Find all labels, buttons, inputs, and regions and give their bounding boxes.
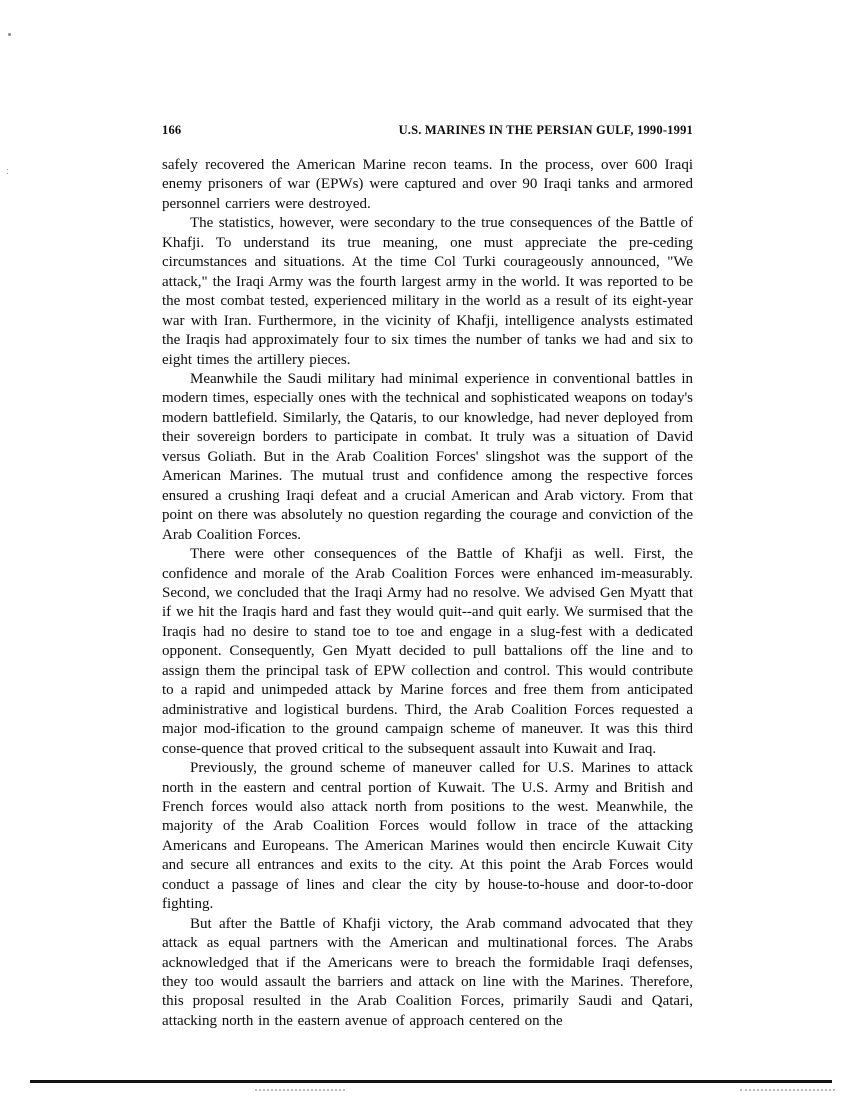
paragraph: Meanwhile the Saudi military had minimal experience in conventional battles in modern times, especially ones with the technical and sophisticated weapons on today's modern battlefield. Similarly, the Qataris, to our knowledge, had never deployed from their sovereign borders to participate in combat. It truly was a situation of David versus Goliath. But in the Arab Coalition Forces' slingshot was the support of the American Marines. The mutual trust and confidence among the respective forces ensured a crushing Iraqi defeat and a crucial American and Arab victory. From that point on there was absolutely no question regarding the courage and conviction of the Arab Coalition Forces. — [162, 370, 693, 543]
scan-artifact-mark — [6, 166, 9, 176]
page-number: 166 — [162, 123, 182, 137]
scan-artifact-dashes-right — [740, 1089, 835, 1091]
paragraph: The statistics, however, were secondary to the true consequences of the Battle of Khafji. To understand its true meaning, one must appreciate the pre-ceding circumstances and situations. At the time Col Turki courageously announced, "We attack," the Iraqi Army was the fourth largest army in the world. It was reported to be the most combat tested, experienced military in the world as a result of its eight-year war with Iran. Furthermore, in the vicinity of Khafji, intelligence analysts estimated the Iraqis had approximately four to six times the number of tanks we had and six to eight times the artillery pieces. — [162, 215, 693, 368]
page-body — [162, 156, 693, 1031]
paragraph: But after the Battle of Khafji victory, the Arab command advocated that they attack as equal partners with the American and multinational forces. The Arabs acknowledged that if the Americans were to breach the formidable Iraqi defenses, they too would assault the barriers and attack on line with the Marines. Therefore, this proposal resulted in the Arab Coalition Forces, primarily Saudi and Qatari, attacking north in the eastern avenue of approach centered on the — [162, 915, 693, 1029]
paragraph: safely recovered the American Marine recon teams. In the process, over 600 Iraqi enemy prisoners of war (EPWs) were captured and over 90 Iraqi tanks and armored personnel carriers were destroyed. — [162, 157, 693, 212]
paragraph: Previously, the ground scheme of maneuver called for U.S. Marines to attack north in the eastern and central portion of Kuwait. The U.S. Army and British and French forces would also attack north from positions to the west. Meanwhile, the majority of the Arab Coalition Forces would follow in trace of the attacking Americans and Europeans. The American Marines would then encircle Kuwait City and secure all entrances and exits to the city. At this point the Arab Forces would conduct a passage of lines and clear the city by house-to-house and door-to-door fighting. — [162, 760, 693, 913]
document-page — [162, 123, 693, 1031]
page-header — [162, 123, 693, 138]
paragraph: There were other consequences of the Battle of Khafji as well. First, the confidence and morale of the Arab Coalition Forces were enhanced im-measurably. Second, we concluded that the Iraqi Army had no resolve. We advised Gen Myatt that if we hit the Iraqis hard and fast they would quit--and quit early. We surmised that the Iraqis had no desire to stand toe to toe and engage in a slug-fest with a dedicated opponent. Consequently, Gen Myatt decided to pull battalions off the line and to assign them the principal task of EPW collection and control. This would contribute to a rapid and unimpeded attack by Marine forces and free them from anticipated administrative and logistical burdens. Third, the Arab Coalition Forces requested a major mod-ification to the ground campaign scheme of maneuver. It was this third conse-quence that proved critical to the subsequent assault into Kuwait and Iraq. — [162, 546, 693, 757]
scan-artifact-dashes-left — [255, 1089, 345, 1091]
running-title: U.S. MARINES IN THE PERSIAN GULF, 1990-1991 — [398, 123, 693, 137]
bottom-rule — [30, 1080, 832, 1083]
scan-artifact-dot — [8, 33, 11, 36]
